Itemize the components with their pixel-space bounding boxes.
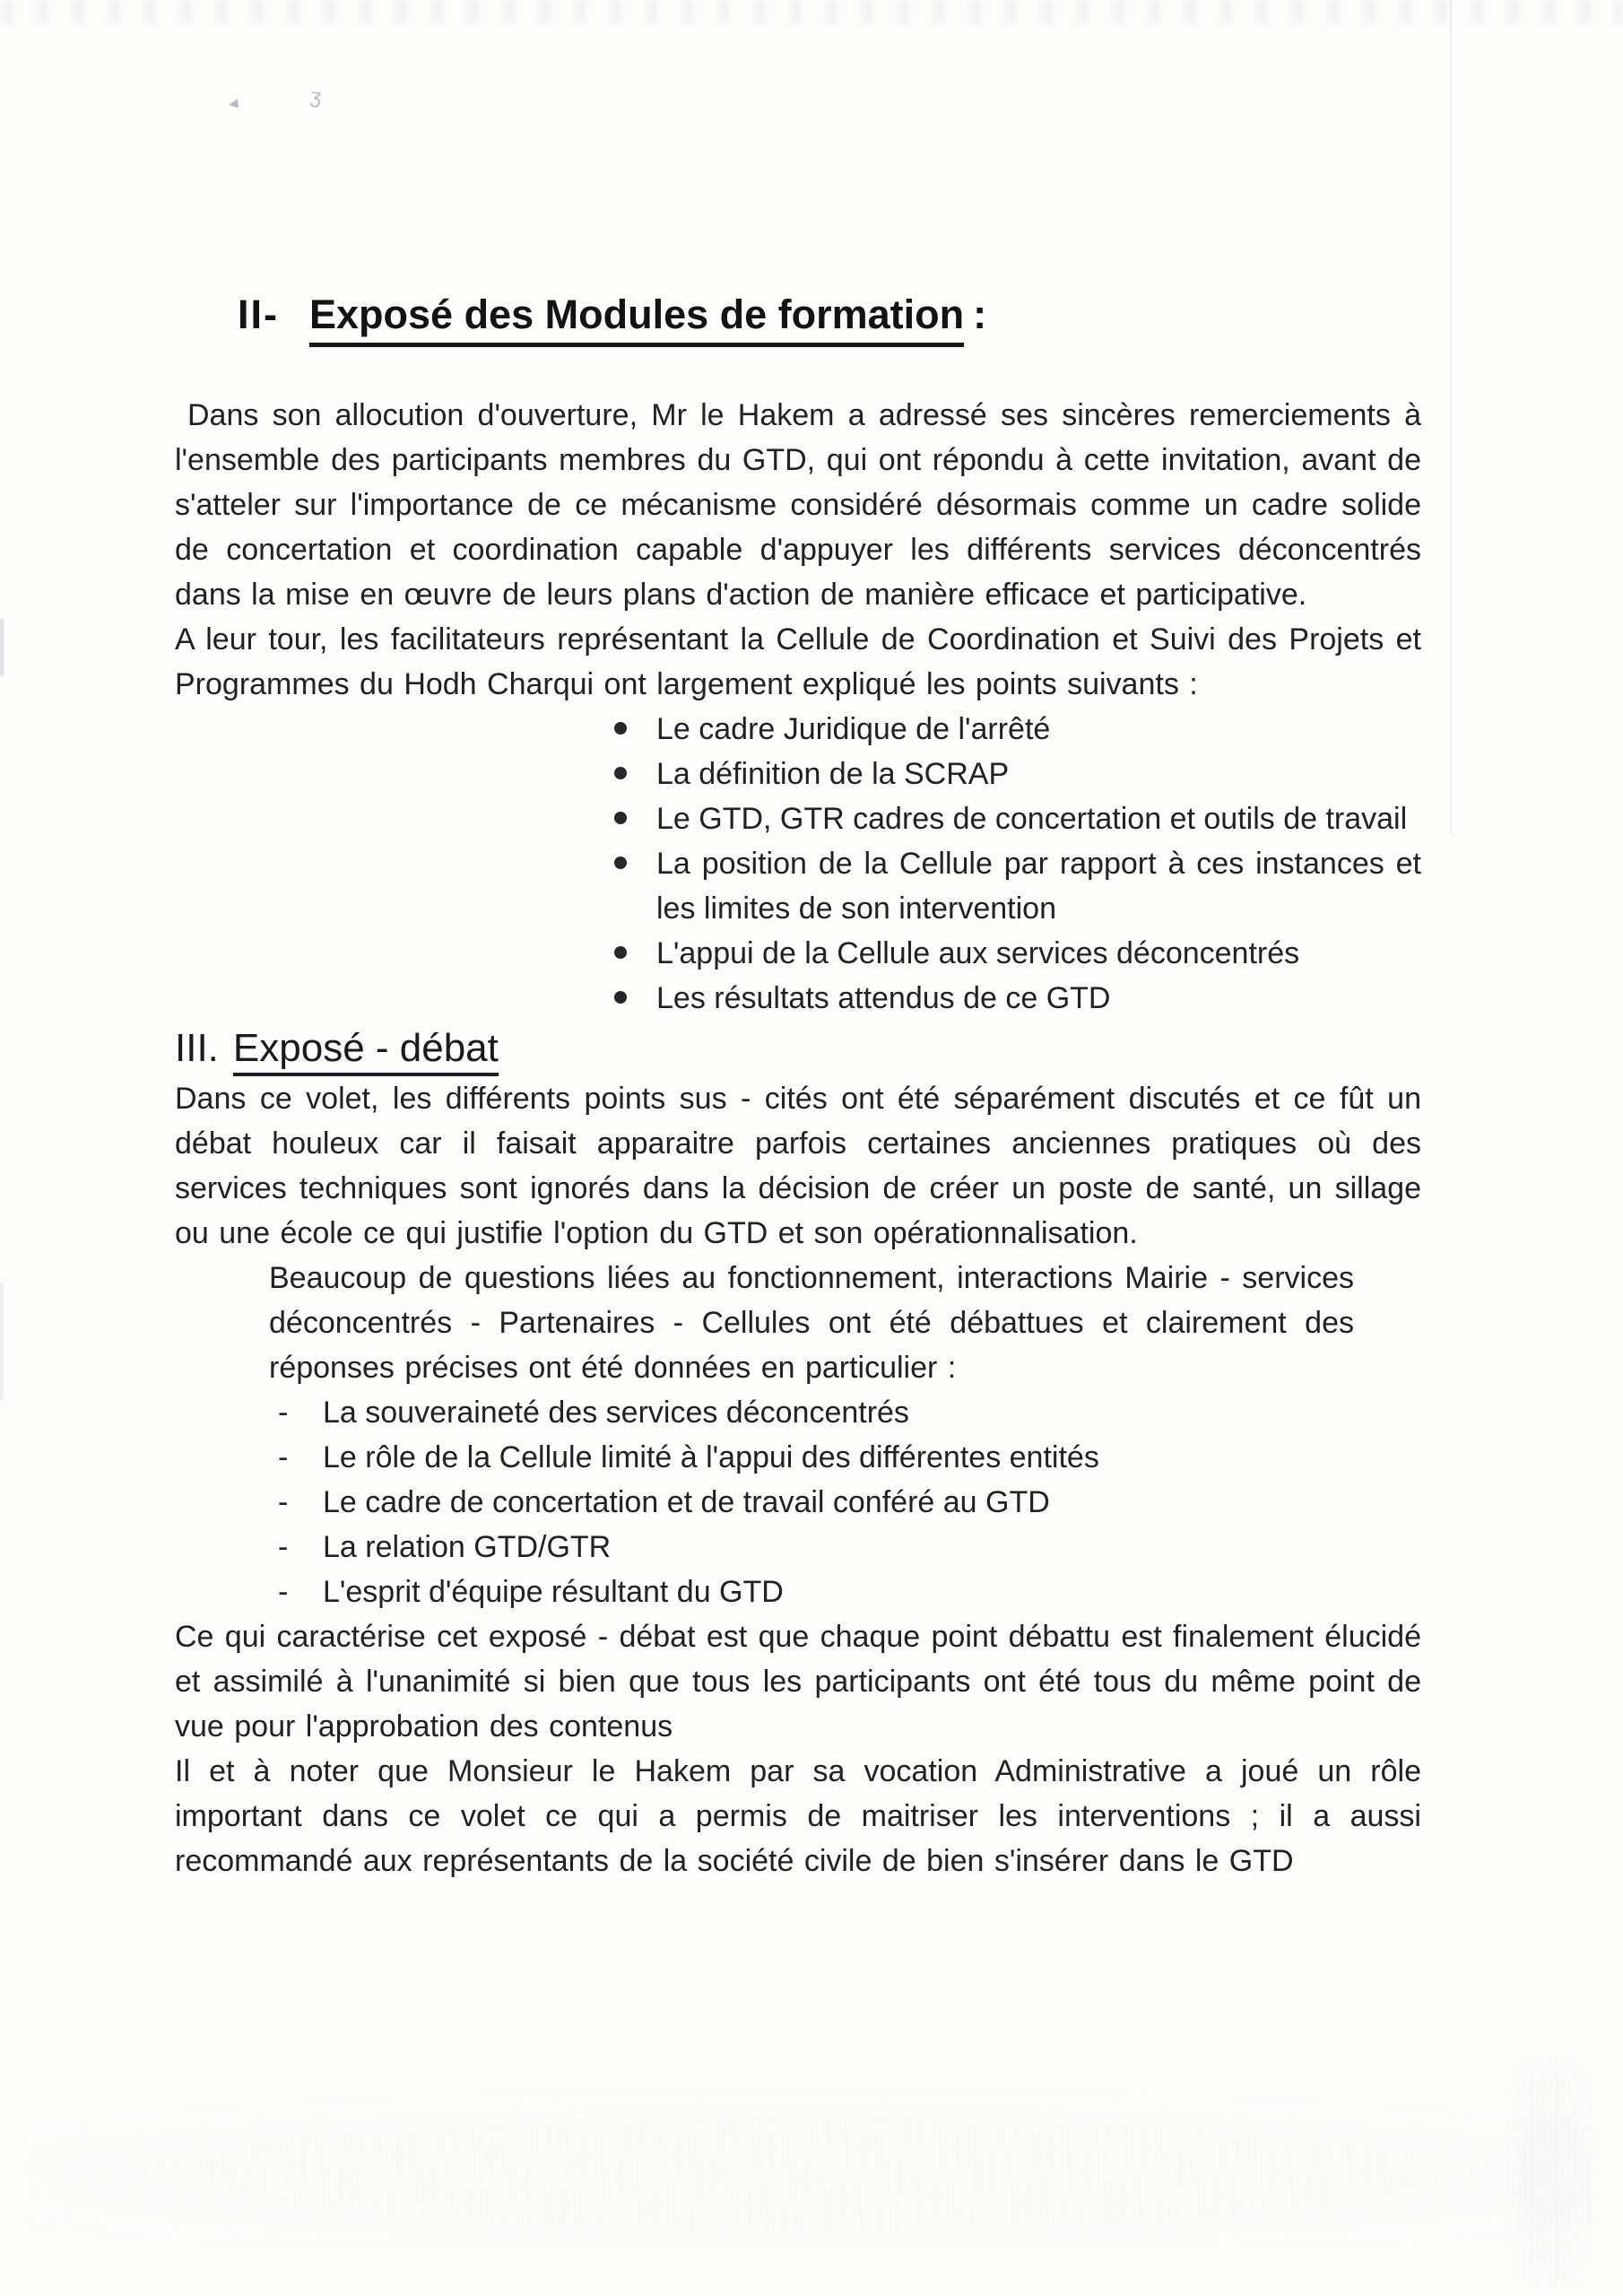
- pen-smudge-mark: ʒ: [308, 83, 323, 109]
- section-number: III.: [175, 1026, 219, 1070]
- list-item: - La souveraineté des services déconcentrés: [278, 1390, 1421, 1435]
- scan-ghosting-streaks: [1512, 2054, 1593, 2289]
- list-item: La définition de la SCRAP: [612, 752, 1421, 796]
- list-item: - Le cadre de concertation et de travail conféré au GTD: [278, 1480, 1421, 1525]
- section-title: Exposé des Modules de formation: [309, 291, 964, 347]
- scan-edge-artifact: [0, 619, 4, 676]
- bullet-list: [175, 707, 1421, 1021]
- document-content: [175, 289, 1421, 1883]
- scan-edge-artifact: [0, 1283, 3, 1399]
- section-colon: :: [973, 291, 987, 337]
- list-item: Le GTD, GTR cadres de concertation et outils de travail: [612, 796, 1421, 841]
- scan-noise-top: [0, 0, 1623, 23]
- paragraph-conclusion: Ce qui caractérise cet exposé - débat est que chaque point débattu est finalement élucidé et assimilé à l'unanimité si bien que tous les participants ont été tous du même point de vue pour l'approbation des contenus: [175, 1620, 1421, 1744]
- section-title: Exposé - débat: [233, 1026, 499, 1076]
- paragraph-questions: Beaucoup de questions liées au fonctionnement, interactions Mairie - services déconcentrés - Partenaires - Cellules ont été débattues et clairement des réponses précises ont été données en particulier :: [269, 1261, 1354, 1385]
- paragraph-facilitators: A leur tour, les facilitateurs représentant la Cellule de Coordination et Suivi des Projets et Programmes du Hodh Charqui ont largement expliqué les points suivants :: [175, 622, 1421, 701]
- list-item: Le cadre Juridique de l'arrêté: [612, 707, 1421, 752]
- list-item: - L'esprit d'équipe résultant du GTD: [278, 1570, 1421, 1614]
- section-heading-modules: [238, 289, 1421, 341]
- paragraph-hakem: Il et à noter que Monsieur le Hakem par sa vocation Administrative a joué un rôle important dans ce volet ce qui a permis de maitriser les interventions ; il a aussi recommandé aux représentants de la société civile de bien s'insérer dans le GTD: [175, 1754, 1421, 1878]
- paragraph-opening: Dans son allocution d'ouverture, Mr le Hakem a adressé ses sincères remerciements à l'ensemble des participants membres du GTD, qui ont répondu à cette invitation, avant de s'atteler sur l'importance de ce mécanisme considéré désormais comme un cadre solide de concertation et coordination capable d'appuyer les différents services déconcentrés dans la mise en œuvre de leurs plans d'action de manière efficace et participative.: [175, 398, 1421, 612]
- paragraph-debate: Dans ce volet, les différents points sus - cités ont été séparément discutés et ce fût un débat houleux car il faisait apparaitre parfois certaines anciennes pratiques où des services techniques sont ignorés dans la décision de créer un poste de santé, un sillage ou une école ce qui justifie l'option du GTD et son opérationnalisation.: [175, 1082, 1421, 1250]
- pen-smudge-mark: ◄: [224, 93, 242, 114]
- section-heading-debat: [175, 1021, 1421, 1076]
- list-item: - Le rôle de la Cellule limité à l'appui des différentes entités: [278, 1435, 1421, 1480]
- list-item: - La relation GTD/GTR: [278, 1525, 1421, 1570]
- scan-ghosting-band: [27, 2090, 1596, 2242]
- dash-list: [175, 1390, 1421, 1614]
- list-item: L'appui de la Cellule aux services déconcentrés: [612, 931, 1421, 976]
- section-number: II-: [238, 291, 279, 337]
- scan-line-artifact: [1450, 0, 1452, 834]
- list-item: Les résultats attendus de ce GTD: [612, 976, 1421, 1021]
- list-item: La position de la Cellule par rapport à ces instances et les limites de son intervention: [612, 841, 1421, 931]
